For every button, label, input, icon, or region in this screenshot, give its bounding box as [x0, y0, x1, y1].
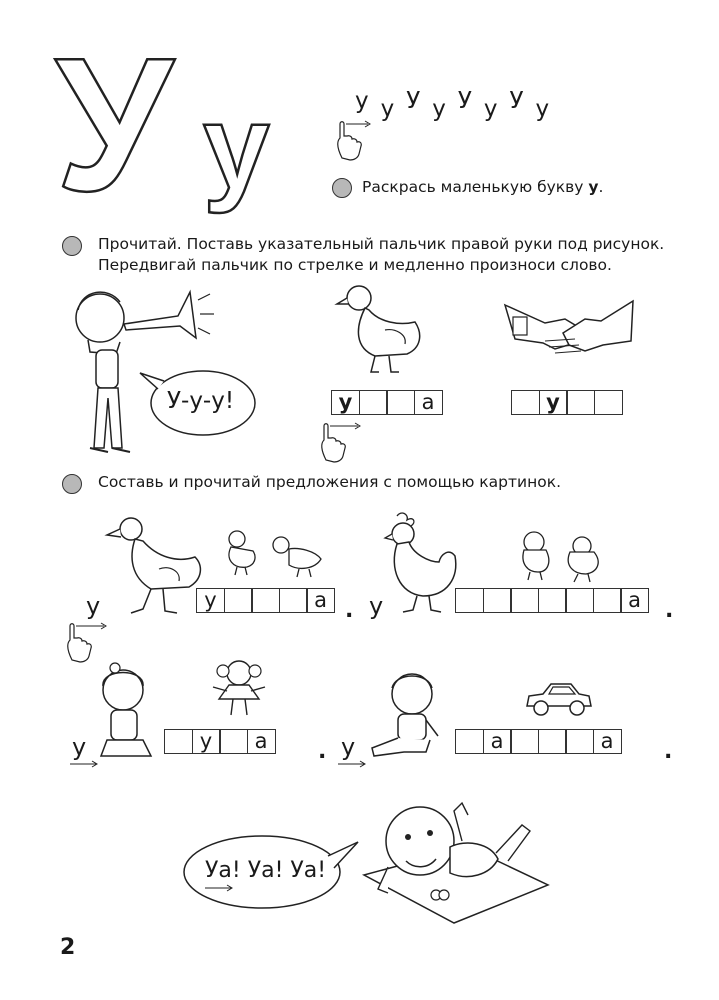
letter-box[interactable]: а [593, 729, 622, 754]
task-color-end: . [598, 178, 604, 196]
task-color-text: Раскрась маленькую букву [362, 178, 589, 196]
big-letter-u-outline [55, 19, 295, 231]
letter-box[interactable] [538, 729, 567, 754]
sequence-letter: У [457, 88, 472, 114]
duck-word-boxes [331, 390, 443, 415]
task-bullet [332, 178, 352, 198]
ducklings-illustration [215, 525, 330, 580]
toy-car-illustration [523, 678, 595, 720]
letter-box[interactable]: у [192, 729, 221, 754]
sequence-letter: у [355, 88, 369, 114]
goose-word-boxes [196, 588, 335, 613]
sequence-letter: у [432, 96, 446, 122]
task-color-instruction [362, 177, 603, 198]
letter-box[interactable] [164, 729, 193, 754]
pointing-hand-icon [316, 418, 364, 463]
sentence-dot: . [318, 739, 327, 764]
letter-box[interactable]: у [539, 390, 568, 415]
letter-box[interactable]: а [620, 588, 649, 613]
task-bullet [62, 474, 82, 494]
letter-box[interactable] [594, 390, 623, 415]
duck-illustration [335, 278, 425, 378]
hands-word-boxes [511, 390, 623, 415]
letter-box[interactable] [565, 588, 594, 613]
letter-box[interactable] [565, 729, 594, 754]
sentence-dot: . [664, 739, 673, 764]
sequence-letter: У [509, 88, 524, 114]
chicks-illustration [512, 528, 607, 583]
letter-box[interactable] [455, 729, 484, 754]
sentence-dot: . [345, 598, 354, 623]
boy-sitting-illustration [368, 668, 453, 763]
letter-box[interactable] [455, 588, 484, 613]
page-number: 2 [60, 935, 76, 960]
sentence-lead-letter: у [341, 733, 356, 761]
letter-box[interactable] [251, 588, 280, 613]
pointing-hand-icon [332, 118, 372, 163]
sentence-lead-letter: у [86, 592, 101, 620]
letter-box[interactable]: а [414, 390, 443, 415]
letter-box[interactable] [224, 588, 253, 613]
task-read-line2: Передвигай пальчик по стрелке и медленно произноси слово. [98, 256, 612, 274]
task-color-letter: у [588, 178, 599, 196]
handshake-illustration [505, 295, 635, 370]
letter-box[interactable] [483, 588, 512, 613]
letter-box[interactable] [511, 390, 540, 415]
task-compose-instruction: Составь и прочитай предложения с помощью картинок. [98, 473, 562, 491]
pointing-hand-icon [62, 618, 110, 663]
letter-box[interactable]: у [331, 390, 360, 415]
letter-box[interactable]: а [483, 729, 512, 754]
letter-box[interactable]: а [306, 588, 335, 613]
sentence-lead-letter: у [72, 733, 87, 761]
doll-illustration [207, 655, 272, 720]
sequence-letter: у [483, 96, 498, 122]
sentence-dot: . [665, 598, 674, 623]
letter-box[interactable]: а [247, 729, 276, 754]
girl-sitting-illustration [93, 660, 158, 760]
reading-arrow-icon [70, 760, 100, 768]
big-letter-upper: У [55, 19, 174, 231]
letter-box[interactable]: у [196, 588, 225, 613]
sentence-lead-letter: у [369, 592, 384, 620]
reading-arrow-icon [205, 884, 235, 892]
task-bullet [62, 236, 82, 256]
letter-box[interactable] [279, 588, 308, 613]
letter-box[interactable] [538, 588, 567, 613]
sequence-letter: У [406, 88, 421, 114]
letter-box[interactable] [566, 390, 595, 415]
letter-box[interactable] [510, 588, 539, 613]
sequence-letter: у [380, 96, 395, 122]
speech-text-uuu: У-у-у! [167, 388, 235, 414]
letter-box[interactable] [359, 390, 388, 415]
big-letter-lower: у [203, 80, 270, 214]
letter-box[interactable] [386, 390, 415, 415]
hen-illustration [383, 512, 463, 617]
task-read-line1: Прочитай. Поставь указательный пальчик правой руки под рисунок. [98, 235, 665, 253]
car-word-boxes [455, 729, 622, 754]
sequence-letter: у [535, 96, 550, 122]
goose-illustration [103, 513, 208, 618]
reading-arrow-icon [338, 760, 368, 768]
hen-word-boxes [455, 588, 649, 613]
letter-box[interactable] [510, 729, 539, 754]
letter-sequence [355, 88, 561, 122]
letter-box[interactable] [219, 729, 248, 754]
letter-box[interactable] [593, 588, 622, 613]
doll-word-boxes [164, 729, 276, 754]
baby-on-blanket-illustration [358, 795, 553, 930]
baby-speech-text: Уа! Уа! Уа! [205, 858, 327, 883]
